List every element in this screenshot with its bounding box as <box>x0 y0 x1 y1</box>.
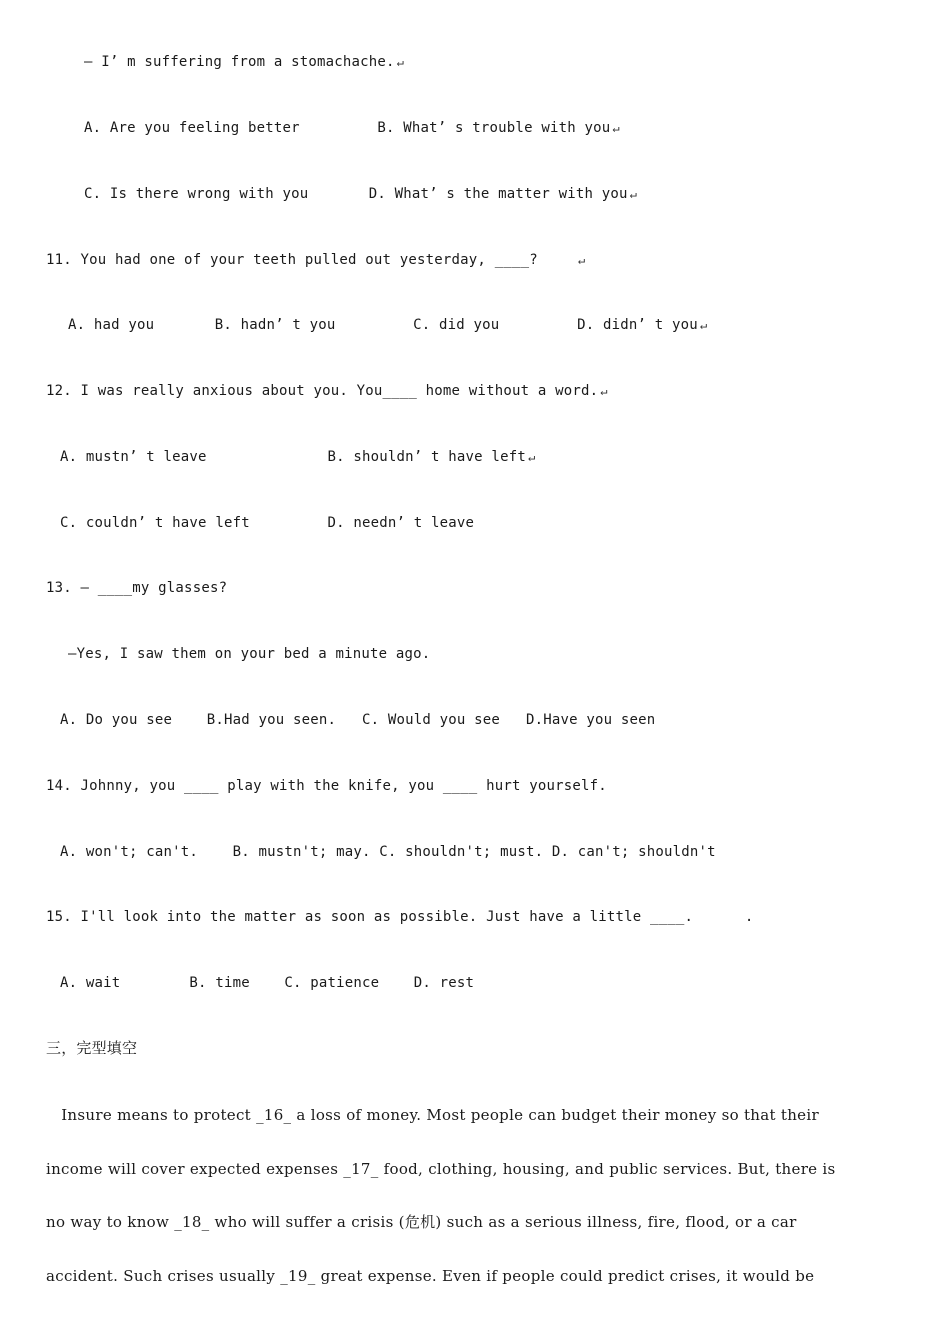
cloze-line-4: accident. Such crises usually _19_ great expense. Even if people could predict crises, it would be <box>46 1267 815 1285</box>
q10-answer-line: — I’ m suffering from a stomachache. ↵ <box>84 54 405 70</box>
q13-answer-line: —Yes, I saw them on your bed a minute ago. <box>68 646 431 662</box>
paragraph-return-icon: ↵ <box>577 253 586 267</box>
paragraph-return-icon: ↵ <box>600 384 608 398</box>
q12-options-row2: C. couldn’ t have left D. needn’ t leave <box>60 515 475 531</box>
q11-stem: 11. You had one of your teeth pulled out yesterday, ____? ↵ <box>46 252 586 268</box>
q10-options-row1: A. Are you feeling better B. What’ s trouble with you ↵ <box>84 120 620 136</box>
paragraph-return-icon: ↵ <box>527 450 536 464</box>
cloze-line-1: Insure means to protect _16_ a loss of money. Most people can budget their money so that their <box>46 1106 819 1124</box>
q15-stem: 15. I'll look into the matter as soon as possible. Just have a little ____. . <box>46 909 754 925</box>
cloze-line-3: no way to know _18_ who will suffer a crisis (危机) such as a serious illness, fire, flood, or a car <box>46 1213 797 1231</box>
q13-options: A. Do you see B.Had you seen. C. Would you see D.Have you seen <box>60 712 656 728</box>
q14-stem: 14. Johnny, you ____ play with the knife, you ____ hurt yourself. <box>46 778 607 794</box>
q12-options-row1: A. mustn’ t leave B. shouldn’ t have left ↵ <box>60 449 536 465</box>
q14-options: A. won't; can't. B. mustn't; may. C. shouldn't; must. D. can't; shouldn't <box>60 844 716 860</box>
section-heading: 三，完型填空 <box>46 1039 138 1057</box>
q10-options-row2: C. Is there wrong with you D. What’ s the matter with you ↵ <box>84 186 638 202</box>
paragraph-return-icon: ↵ <box>629 187 638 201</box>
cloze-line-2: income will cover expected expenses _17_ food, clothing, housing, and public services. But, there is <box>46 1160 836 1178</box>
paragraph-return-icon: ↵ <box>396 55 405 69</box>
q11-options: A. had you B. hadn’ t you C. did you D. didn’ t you ↵ <box>68 317 708 333</box>
paragraph-return-icon: ↵ <box>699 318 708 332</box>
q12-stem: 12. I was really anxious about you. You____ home without a word. ↵ <box>46 383 608 399</box>
q15-options: A. wait B. time C. patience D. rest <box>60 975 475 991</box>
paragraph-return-icon: ↵ <box>612 121 620 135</box>
q13-stem: 13. — ____my glasses? <box>46 580 228 596</box>
